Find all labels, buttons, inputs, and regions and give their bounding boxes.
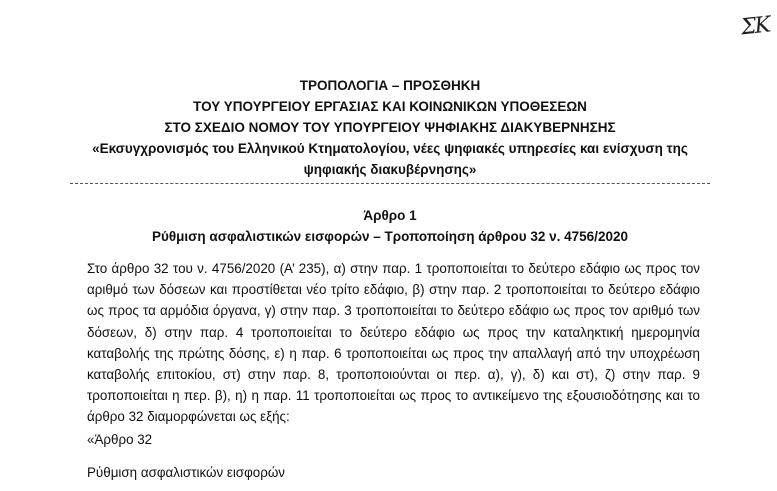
article-header (70, 205, 710, 247)
body-line: άρθρο 32 διαμορφώνεται ως εξής: (87, 409, 290, 425)
title-line-3: ΣΤΟ ΣΧΕΔΙΟ ΝΟΜΟΥ ΤΟΥ ΥΠΟΥΡΓΕΙΟΥ ΨΗΦΙΑΚΗΣ ΔΙΑΚΥΒΕΡΝΗΣΗΣ (164, 120, 616, 135)
body-line: ως προς τα αρμόδια όργανα, γ) στην παρ. 3 τροποποιείται το δεύτερο εδάφιο ως προς τον αριθμό των (87, 303, 700, 319)
document-title (70, 75, 710, 180)
quoted-article-heading: Ρύθμιση ασφαλιστικών εισφορών (87, 465, 285, 480)
article-body (87, 258, 700, 428)
title-line-2: ΤΟΥ ΥΠΟΥΡΓΕΙΟΥ ΕΡΓΑΣΙΑΣ ΚΑΙ ΚΟΙΝΩΝΙΚΩΝ ΥΠΟΘΕΣΕΩΝ (193, 99, 587, 114)
title-line-4: «Εκσυγχρονισμός του Ελληνικού Κτηματολογίου, νέες ψηφιακές υπηρεσίες και ενίσχυση της (92, 141, 688, 156)
body-line: Στο άρθρο 32 του ν. 4756/2020 (Α’ 235), α) στην παρ. 1 τροποποιείται το δεύτερο εδάφιο ως προς τον (87, 261, 700, 276)
body-line: καταβολής επιτοκίου, στ) στην παρ. 8, τροποποιούνται οι περ. α), γ), δ) και στ), ζ) στην παρ. 9 (87, 367, 700, 383)
body-line: δόσεων, δ) στην παρ. 4 τροποποιείται το δεύτερο εδάφιο ως προς την καταληκτική ημερομηνία (87, 324, 700, 340)
quoted-article-number: «Άρθρο 32 (87, 432, 153, 447)
article-number: Άρθρο 1 (363, 208, 417, 223)
body-line: αριθμό των δόσεων και προστίθεται νέο τρίτο εδάφιο, β) στην παρ. 2 τροποποιείται το δεύτερο εδάφιο (87, 282, 700, 298)
title-line-5: ψηφιακής διακυβέρνησης» (303, 162, 477, 177)
article-heading: Ρύθμιση ασφαλιστικών εισφορών – Τροποποίηση άρθρου 32 ν. 4756/2020 (152, 229, 628, 244)
body-line: καταβολής της πρώτης δόσης, ε) η παρ. 6 τροποποιείται ως προς την απαλλαγή από την υποχρέωση (87, 345, 700, 361)
handwritten-initials: ΣΚ (739, 12, 771, 41)
body-line: τροποποιείται η περ. β), η) η παρ. 11 τροποποιείται ως προς το αντικείμενο της εξουσιοδότησης και το (87, 388, 700, 404)
title-line-1: ΤΡΟΠΟΛΟΓΙΑ – ΠΡΟΣΘΗΚΗ (299, 78, 481, 93)
section-divider (70, 183, 710, 184)
